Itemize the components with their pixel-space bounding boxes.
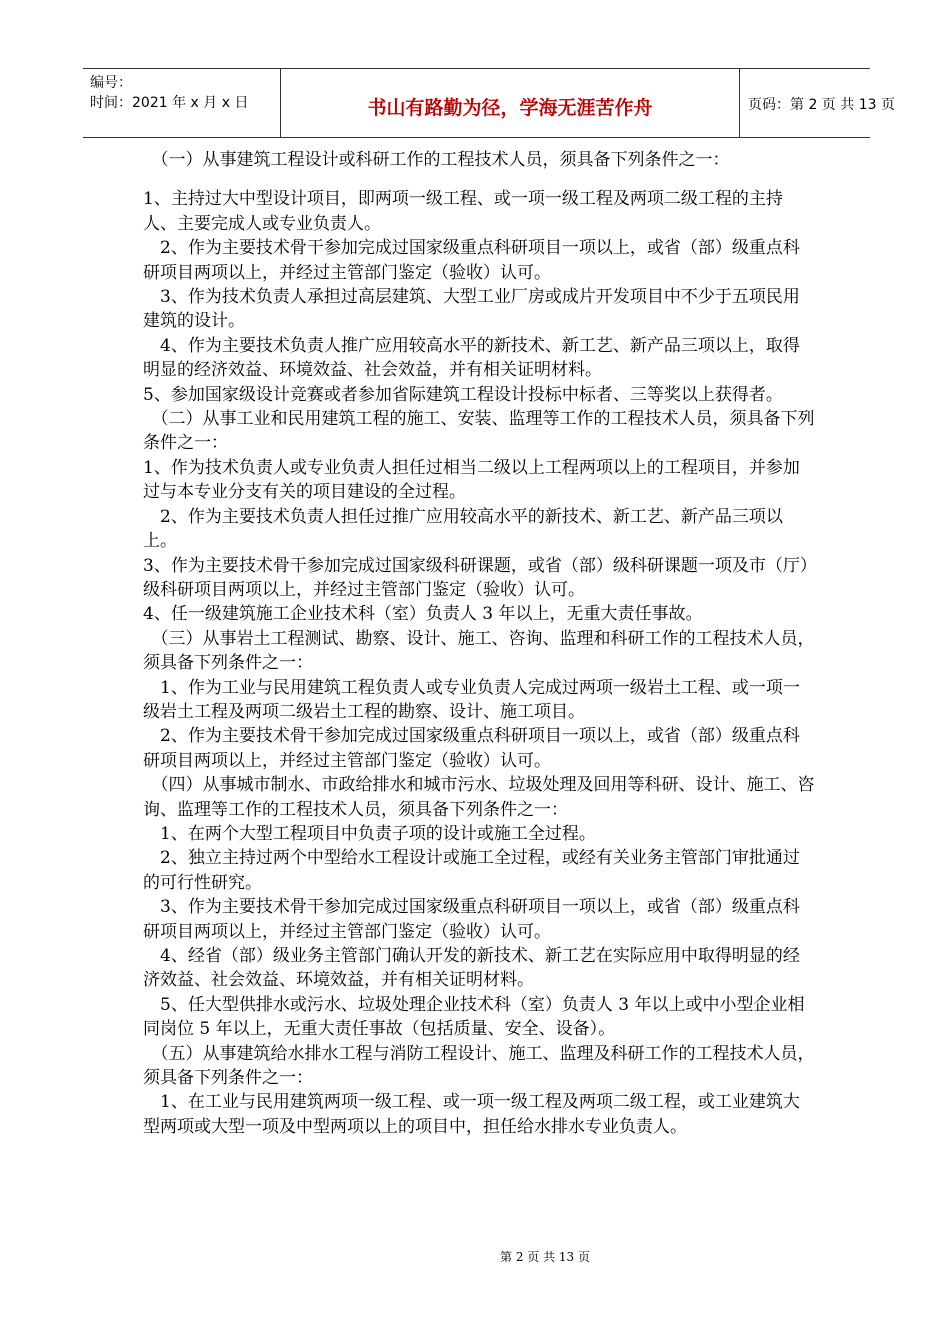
document-time-label: 时间：2021 年 x 月 x 日 [90, 95, 249, 111]
paragraph: 4、作为主要技术负责人推广应用较高水平的新技术、新工艺、新产品三项以上，取得明显的经济效益、环境效益、社会效益，并有相关证明材料。 [143, 335, 800, 381]
page-footer [0, 1248, 950, 1265]
paragraph: 2、独立主持过两个中型给水工程设计或施工全过程，或经有关业务主管部门审批通过的可行性研究。 [143, 848, 800, 893]
section-heading: （四）从事城市制水、市政给排水和城市污水、垃圾处理及回用等科研、设计、施工、咨询、监理等工作的工程技术人员，须具备下列条件之一： [143, 775, 815, 820]
paragraph: 3、作为主要技术骨干参加完成过国家级科研课题，或省（部）级科研课题一项及市（厅）级科研项目两项以上，并经过主管部门鉴定（验收）认可。 [143, 555, 809, 600]
paragraph: 2、作为主要技术骨干参加完成过国家级重点科研项目一项以上，或省（部）级重点科研项目两项以上，并经过主管部门鉴定（验收）认可。 [143, 238, 800, 283]
paragraph: 1、主持过大中型设计项目，即两项一级工程、或一项一级工程及两项二级工程的主持人、主要完成人或专业负责人。 [143, 189, 783, 234]
header-page-cell [739, 69, 895, 137]
section-heading: （二）从事工业和民用建筑工程的施工、安装、监理等工作的工程技术人员，须具备下列条件之一： [143, 409, 815, 454]
header-info-cell [83, 69, 280, 137]
section-heading: （三）从事岩土工程测试、勘察、设计、施工、咨询、监理和科研工作的工程技术人员，须具备下列条件之一： [143, 628, 815, 674]
paragraph: 2、作为主要技术负责人担任过推广应用较高水平的新技术、新工艺、新产品三项以上。 [143, 506, 783, 552]
paragraph: 3、作为主要技术骨干参加完成过国家级重点科研项目一项以上，或省（部）级重点科研项目两项以上，并经过主管部门鉴定（验收）认可。 [143, 897, 800, 942]
paragraph: 5、参加国家级设计竞赛或者参加省际建筑工程设计投标中标者、三等奖以上获得者。 [143, 384, 783, 405]
paragraph: 3、作为技术负责人承担过高层建筑、大型工业厂房或成片开发项目中不少于五项民用建筑的设计。 [143, 287, 800, 332]
header-motto: 书山有路勤为径，学海无涯苦作舟 [367, 97, 653, 119]
header-motto-cell [280, 69, 740, 137]
page-header [83, 68, 895, 138]
paragraph: 2、作为主要技术骨干参加完成过国家级重点科研项目一项以上，或省（部）级重点科研项目两项以上，并经过主管部门鉴定（验收）认可。 [143, 726, 800, 771]
paragraph: 5、任大型供排水或污水、垃圾处理企业技术科（室）负责人 3 年以上或中小型企业相同岗位 5 年以上，无重大责任事故（包括质量、安全、设备）。 [143, 994, 805, 1040]
footer-page-number: 第 2 页 共 13 页 [500, 1250, 590, 1264]
header-page-number: 页码：第 2 页 共 13 页 [748, 97, 895, 113]
paragraph-spacer [143, 172, 815, 187]
paragraph: 1、在两个大型工程项目中负责子项的设计或施工全过程。 [143, 823, 596, 844]
section-heading: （五）从事建筑给水排水工程与消防工程设计、施工、监理及科研工作的工程技术人员，须具备下列条件之一： [143, 1043, 815, 1089]
paragraph: 1、在工业与民用建筑两项一级工程、或一项一级工程及两项二级工程，或工业建筑大型两项或大型一项及中型两项以上的项目中，担任给水排水专业负责人。 [143, 1092, 800, 1137]
section-heading: （一）从事建筑工程设计或科研工作的工程技术人员，须具备下列条件之一： [143, 150, 730, 170]
paragraph: 1、作为技术负责人或专业负责人担任过相当二级以上工程两项以上的工程项目，并参加过与本专业分支有关的项目建设的全过程。 [143, 457, 800, 503]
paragraph: 4、任一级建筑施工企业技术科（室）负责人 3 年以上，无重大责任事故。 [143, 604, 703, 625]
paragraph: 4、经省（部）级业务主管部门确认开发的新技术、新工艺在实际应用中取得明显的经济效益、社会效益、环境效益，并有相关证明材料。 [143, 946, 800, 991]
document-number-label: 编号： [90, 75, 132, 91]
document-body [143, 148, 815, 1139]
paragraph: 1、作为工业与民用建筑工程负责人或专业负责人完成过两项一级岩土工程、或一项一级岩土工程及两项二级岩土工程的勘察、设计、施工项目。 [143, 677, 800, 722]
